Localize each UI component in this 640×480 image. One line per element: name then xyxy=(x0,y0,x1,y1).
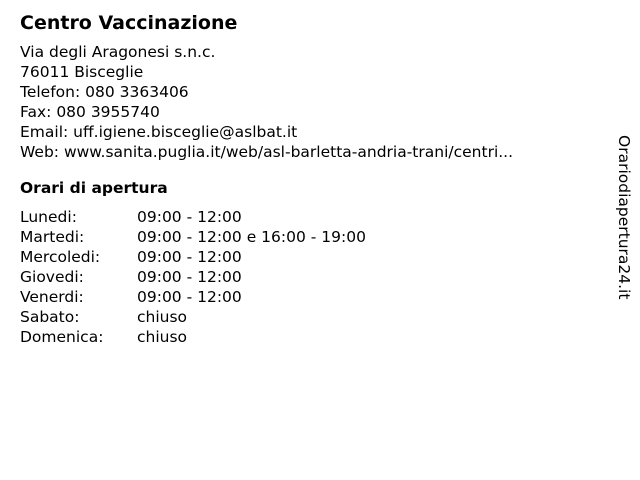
opening-hours-table xyxy=(20,207,600,347)
address-line: Via degli Aragonesi s.n.c. xyxy=(20,43,216,61)
day-label: Domenica: xyxy=(20,328,104,346)
hours-row-thursday xyxy=(20,267,600,287)
fax-line: Fax: 080 3955740 xyxy=(20,103,160,121)
time-value: chiuso xyxy=(137,308,188,326)
email-line: Email: uff.igiene.bisceglie@aslbat.it xyxy=(20,123,298,141)
time-value: 09:00 - 12:00 xyxy=(137,288,242,306)
hours-row-friday xyxy=(20,287,600,307)
business-name: Centro Vaccinazione xyxy=(20,12,238,34)
hours-row-saturday xyxy=(20,307,600,327)
day-label: Venerdi: xyxy=(20,288,84,306)
day-label: Mercoledi: xyxy=(20,248,101,266)
day-label: Lunedi: xyxy=(20,208,77,226)
hours-row-monday xyxy=(20,207,600,227)
contact-info xyxy=(20,42,600,162)
hours-row-tuesday xyxy=(20,227,600,247)
business-card xyxy=(20,10,600,347)
opening-hours-title: Orari di apertura xyxy=(20,179,168,197)
phone-line: Telefon: 080 3363406 xyxy=(20,83,189,101)
hours-row-sunday xyxy=(20,327,600,347)
hours-row-wednesday xyxy=(20,247,600,267)
site-watermark: Orariodiapertura24.it xyxy=(615,135,633,300)
day-label: Giovedi: xyxy=(20,268,84,286)
day-label: Sabato: xyxy=(20,308,80,326)
time-value: 09:00 - 12:00 xyxy=(137,208,242,226)
day-label: Martedi: xyxy=(20,228,85,246)
time-value: 09:00 - 12:00 xyxy=(137,248,242,266)
web-line: Web: www.sanita.puglia.it/web/asl-barletta-andria-trani/centri... xyxy=(20,143,514,161)
time-value: chiuso xyxy=(137,328,188,346)
time-value: 09:00 - 12:00 xyxy=(137,268,242,286)
time-value: 09:00 - 12:00 e 16:00 - 19:00 xyxy=(137,228,366,246)
city-line: 76011 Bisceglie xyxy=(20,63,144,81)
